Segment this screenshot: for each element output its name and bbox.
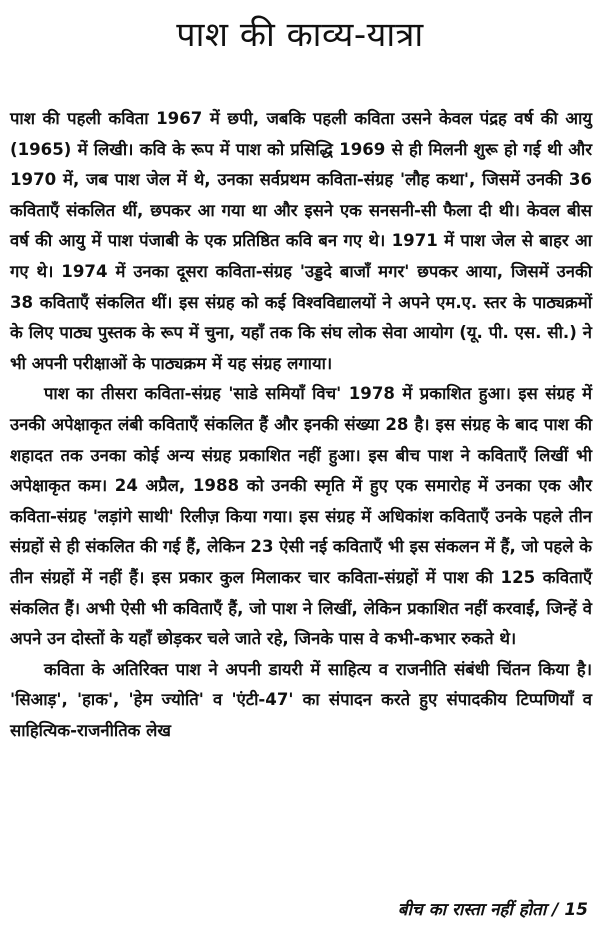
page-footer: [398, 897, 588, 920]
chapter-body: [10, 104, 592, 746]
paragraph-3: कविता के अतिरिक्त पाश ने अपनी डायरी में साहित्य व राजनीति संबंधी चिंतन किया है। 'सिआड़', 'हाक', 'हेम ज्योति' व 'एंटी-47' का संपादन करते हुए संपादकीय टिप्पणियाँ व साहित्यिक-राजनीतिक लेख: [10, 659, 592, 740]
footer-separator: /: [546, 900, 565, 920]
page-number: 15: [564, 900, 588, 920]
chapter-title: पाश की काव्य-यात्रा: [176, 15, 424, 55]
paragraph-1: पाश की पहली कविता 1967 में छपी, जबकि पहली कविता उसने केवल पंद्रह वर्ष की आयु (1965) में लिखी। कवि के रूप में पाश को प्रसिद्धि 1969 से ही मिलनी शुरू हो गई थी और 1970 में, जब पाश जेल में थे, उनका सर्वप्रथम कविता-संग्रह 'लौह कथा', जिसमें उनकी 36 कविताएँ संकलित थीं, छपकर आ गया था और इसने एक सनसनी-सी फैला दी थी। केवल बीस वर्ष की आयु में पाश पंजाबी के एक प्रतिष्ठित कवि बन गए थे। 1971 में पाश जेल से बाहर आ गए थे। 1974 में उनका दूसरा कविता-संग्रह 'उड्डदे बाजाँ मगर' छपकर आया, जिसमें उनकी 38 कविताएँ संकलित थीं। इस संग्रह को कई विश्वविद्यालयों ने अपने एम.ए. स्तर के पाठ्यक्रमों के लिए पाठ्य पुस्तक के रूप में चुना, यहाँ तक कि संघ लोक सेवा आयोग (यू. पी. एस. सी.) ने भी अपनी परीक्षाओं के पाठ्यक्रम में यह संग्रह लगाया।: [10, 109, 592, 373]
paragraph-2: पाश का तीसरा कविता-संग्रह 'साडे समियाँ विच' 1978 में प्रकाशित हुआ। इस संग्रह में उनकी अपेक्षाकृत लंबी कविताएँ संकलित हैं और इनकी संख्या 28 है। इस संग्रह के बाद पाश की शहादत तक उनका कोई अन्य संग्रह प्रकाशित नहीं हुआ। इस बीच पाश ने कविताएँ लिखीं भी अपेक्षाकृत कम। 24 अप्रैल, 1988 को उनकी स्मृति में हुए एक समारोह में उनका एक और कविता-संग्रह 'लड़ांगे साथी' रिलीज़ किया गया। इस संग्रह में अधिकांश कविताएँ उनके पहले तीन संग्रहों से ही संकलित की गई हैं, लेकिन 23 ऐसी नई कविताएँ भी इस संकलन में हैं, जो पहले के तीन संग्रहों में नहीं हैं। इस प्रकार कुल मिलाकर चार कविता-संग्रहों में पाश की 125 कविताएँ संकलित हैं। अभी ऐसी भी कविताएँ हैं, जो पाश ने लिखीं, लेकिन प्रकाशित नहीं करवाईं, जिन्हें वे अपने उन दोस्तों के यहाँ छोड़कर चले जाते रहे, जिनके पास वे कभी-कभार रुकते थे।: [10, 384, 592, 649]
footer-book-title: बीच का रास्ता नहीं होता: [397, 900, 547, 920]
